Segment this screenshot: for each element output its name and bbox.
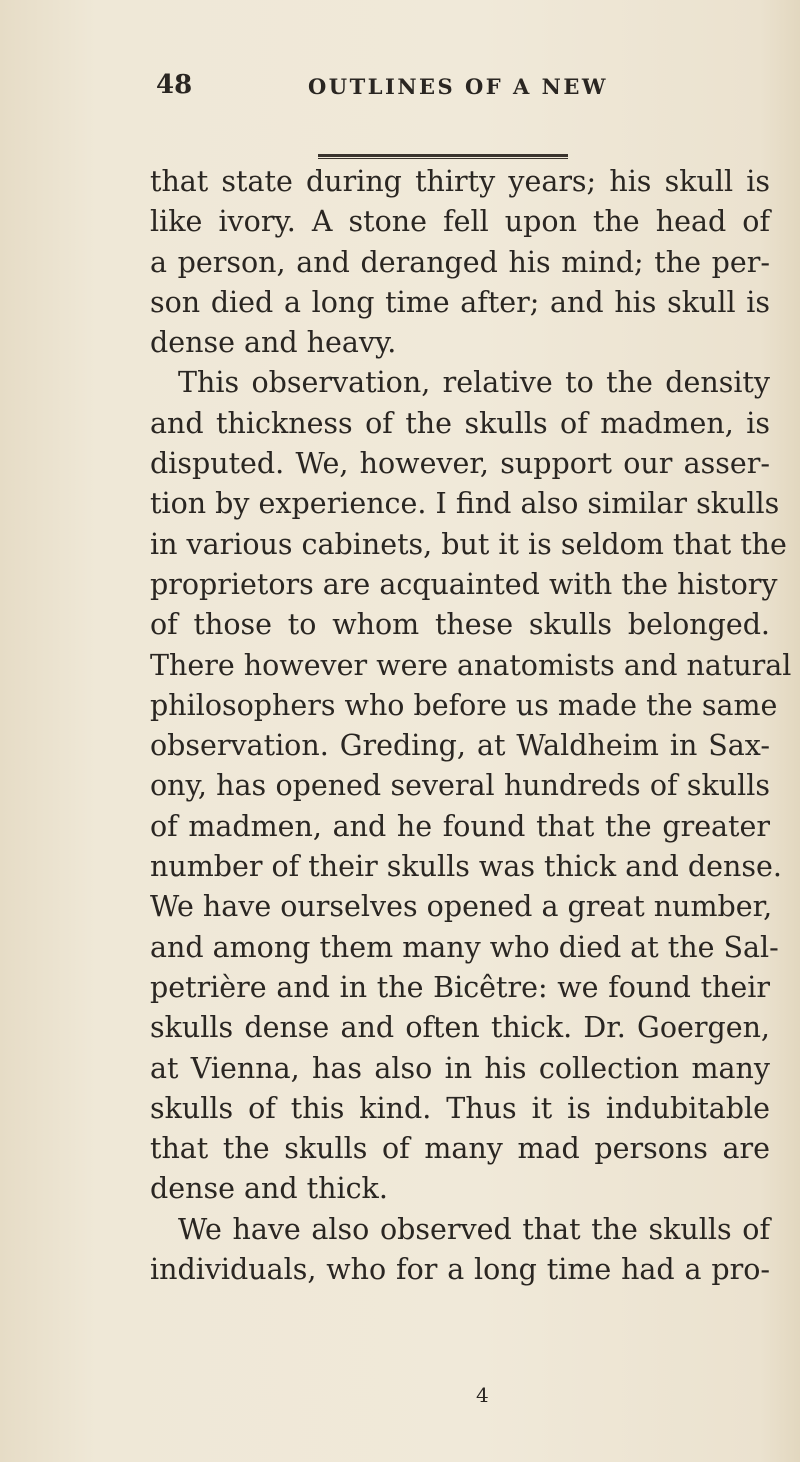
text-line: son died a long time after; and his skull is	[150, 285, 770, 319]
text-line: in various cabinets, but it is seldom that the	[150, 527, 787, 561]
text-line: ony, has opened several hundreds of skulls	[150, 769, 770, 803]
text-line: and among them many who died at the Sal-	[150, 930, 779, 964]
text-line: skulls dense and often thick. Dr. Goergen,	[150, 1011, 770, 1045]
text-line: a person, and deranged his mind; the per-	[150, 245, 770, 279]
text-line: number of their skulls was thick and dense.	[150, 850, 782, 884]
page-number: 48	[156, 70, 193, 100]
signature-mark: 4	[476, 1383, 489, 1407]
text-line: and thickness of the skulls of madmen, is	[150, 406, 770, 440]
text-line: of madmen, and he found that the greater	[150, 809, 770, 843]
text-line: dense and heavy.	[150, 326, 397, 360]
text-line: dense and thick.	[150, 1172, 388, 1206]
text-line: at Vienna, has also in his collection many	[150, 1051, 770, 1085]
body-text	[150, 162, 792, 1290]
text-line: disputed. We, however, support our asser-	[150, 447, 770, 481]
text-line: There however were anatomists and natural	[150, 648, 792, 682]
running-head: OUTLINES OF A NEW	[308, 74, 608, 99]
text-line: of those to whom these skulls belonged.	[150, 608, 770, 642]
text-line: We have also observed that the skulls of	[178, 1212, 770, 1246]
text-line: This observation, relative to the density	[178, 366, 770, 400]
text-line: petrière and in the Bicêtre: we found their	[150, 970, 770, 1004]
text-line: proprietors are acquainted with the history	[150, 567, 778, 601]
text-line: like ivory. A stone fell upon the head of	[150, 205, 770, 239]
text-line: that the skulls of many mad persons are	[150, 1132, 770, 1166]
text-line: We have ourselves opened a great number,	[150, 890, 773, 924]
text-line: observation. Greding, at Waldheim in Sax-	[150, 729, 770, 763]
text-line: tion by experience. I find also similar skulls	[150, 487, 780, 521]
text-line: individuals, who for a long time had a pro-	[150, 1253, 770, 1287]
text-line: philosophers who before us made the same	[150, 688, 778, 722]
text-line: that state during thirty years; his skull is	[150, 165, 770, 198]
header-rule	[318, 154, 568, 159]
text-line: skulls of this kind. Thus it is indubitable	[150, 1091, 770, 1125]
